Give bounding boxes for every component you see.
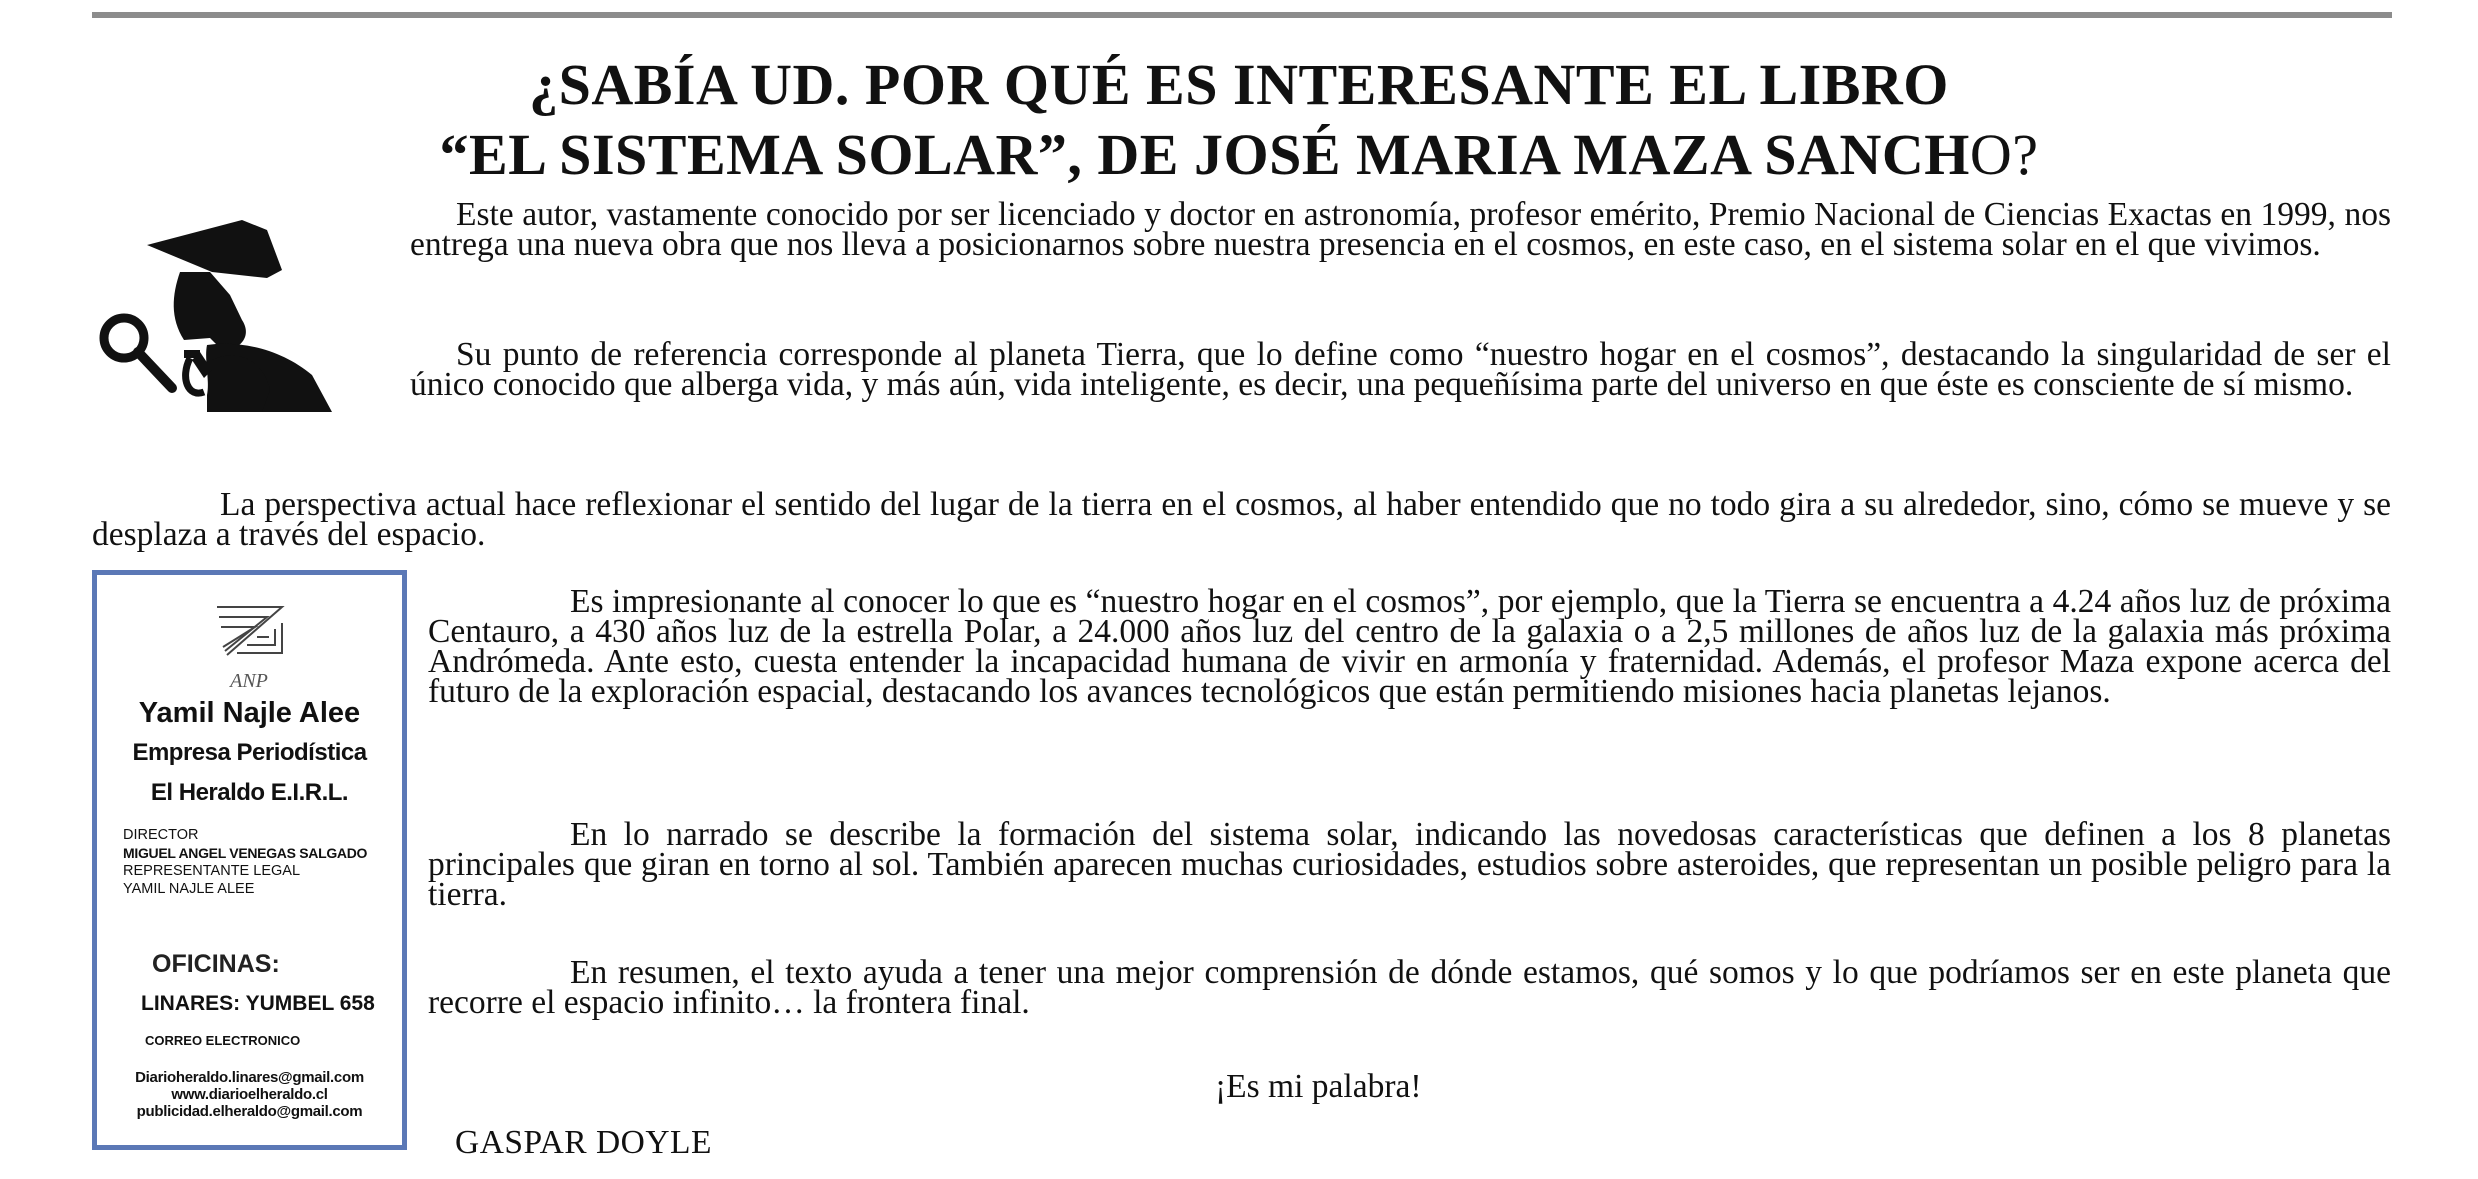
paragraph-2: Su punto de referencia corresponde al planeta Tierra, que lo define como “nuestro hogar en el cosmos”, destacando la singularidad de ser el único conocido que alberga vida, y más aún, vida inteligente, es decir, una pequeñísima parte del universo en que éste es consciente de sí mismo. [410, 336, 2391, 403]
headline-line-2 [0, 120, 2478, 190]
email-2[interactable]: publicidad.elheraldo@gmail.com [136, 1103, 363, 1120]
detective-silhouette-icon [92, 200, 362, 412]
anp-logo-text: ANP [230, 670, 268, 692]
paragraph-5: En lo narrado se describe la formación del sistema solar, indicando las novedosas características que definen a los 8 planetas principales que giran en torno al sol. También aparecen muchas curiosidades, estudios sobre asteroides, que representan un posible peligro para la tierra. [428, 816, 2391, 913]
director-label: DIRECTOR [123, 827, 199, 843]
offices-value: LINARES: YUMBEL 658 [141, 992, 375, 1015]
contact-list [97, 1069, 402, 1120]
paragraph-6: En resumen, el texto ayuda a tener una mejor comprensión de dónde estamos, qué somos y lo que podríamos ser en este planeta que recorre el espacio infinito… la frontera final. [428, 954, 2391, 1021]
email-label: CORREO ELECTRONICO [145, 1033, 301, 1048]
paragraph-3: La perspectiva actual hace reflexionar el sentido del lugar de la tierra en el cosmos, al haber entendido que no todo gira a su alrededor, sino, cómo se mueve y se desplaza a través del espacio. [92, 486, 2391, 553]
director-name: MIGUEL ANGEL VENEGAS SALGADO [123, 845, 368, 861]
masthead-company: Empresa Periodística [132, 739, 367, 766]
headline-line-2-main: “EL SISTEMA SOLAR”, DE JOSÉ MARIA MAZA SANCH [439, 122, 1970, 187]
email-1[interactable]: Diarioheraldo.linares@gmail.com [135, 1069, 364, 1086]
headline-line-1: ¿SABÍA UD. POR QUÉ ES INTERESANTE EL LIBRO [529, 52, 1949, 117]
rep-label: REPRESENTANTE LEGAL [123, 863, 301, 879]
masthead-name: Yamil Najle Alee [138, 697, 361, 729]
website-link[interactable]: www.diarioelheraldo.cl [171, 1086, 328, 1103]
masthead-box [92, 570, 407, 1150]
headline-line-2-tail: O? [1969, 122, 2039, 187]
offices-label: OFICINAS: [152, 950, 280, 978]
author-name: GASPAR DOYLE [455, 1124, 712, 1161]
paragraph-1: Este autor, vastamente conocido por ser licenciado y doctor en astronomía, profesor emérito, Premio Nacional de Ciencias Exactas en 1999, nos entrega una nueva obra que nos lleva a posicionarnos sobre nuestra presencia en el cosmos, en este caso, en el sistema solar en el que vivimos. [410, 196, 2391, 263]
anp-logo [197, 595, 302, 695]
headline [0, 50, 2478, 190]
closing-line: ¡Es mi palabra! [1215, 1068, 1422, 1105]
rep-name: YAMIL NAJLE ALEE [123, 881, 255, 897]
paragraph-4: Es impresionante al conocer lo que es “nuestro hogar en el cosmos”, por ejemplo, que la Tierra se encuentra a 4.24 años luz de próxima Centauro, a 430 años luz de la estrella Polar, a 24.000 años luz del centro de la galaxia o a 2,5 millones de años luz de la galaxia más próxima Andrómeda. Ante esto, cuesta entender la incapacidad humana de vivir en armonía y fraternidad. Además, el profesor Maza expone acerca del futuro de la exploración espacial, destacando los avances tecnológicos que están permitiendo misiones hacia planetas lejanos. [428, 583, 2391, 710]
masthead-company-2: El Heraldo E.I.R.L. [150, 779, 349, 806]
top-rule [92, 12, 2392, 18]
